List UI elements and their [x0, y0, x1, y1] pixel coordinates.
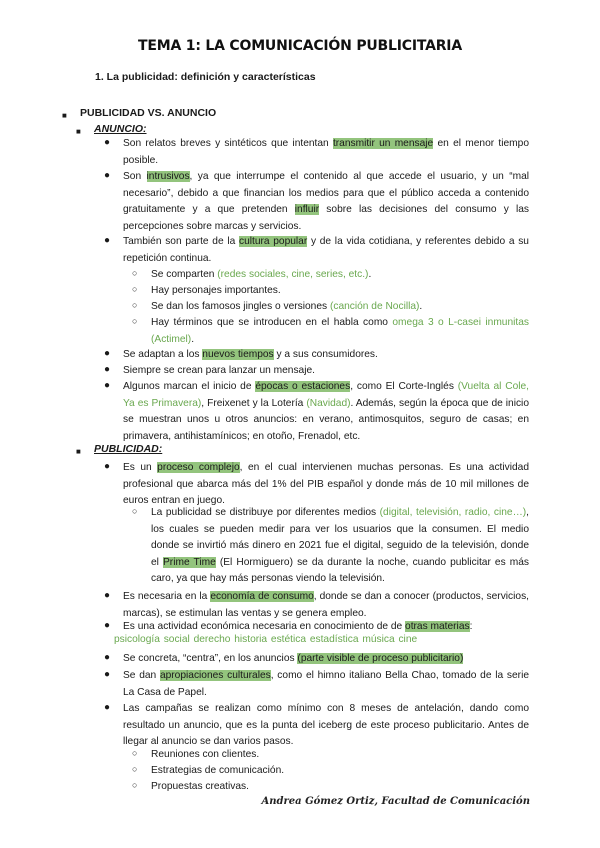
bullet-dot: ●	[104, 702, 111, 713]
list-item: También son parte de la cultura popular y de la vida cotidiana, y referentes debido a su repetición continua.	[123, 236, 529, 264]
bullet-dot: ●	[104, 170, 111, 181]
square-bullet: ■	[76, 447, 81, 456]
list-item: Es un proceso complejo, en el cual intervienen muchas personas. Es una actividad profesional que abarca más del 1% del PIB español y donde más de 10 mil millones de euros entran en juego.	[123, 462, 529, 507]
sub-list-item: Hay personajes importantes.	[151, 285, 281, 296]
list-item: Es necesaria en la economía de consumo, donde se dan a conocer (productos, servicios, marcas), se estimulan las ventas y se genera empleo.	[123, 591, 529, 619]
list-item: Algunos marcan el inicio de épocas o estaciones, como El Corte-Inglés (Vuelta al Cole, Ya es Primavera), Freixenet y la Lotería (Navidad). Además, según la época que de inicio se muestran unos u otros anuncios: en verano, antimosquitos, seguro de casas; en primavera, antihistamínicos; en otoño, Frenadol, etc.	[123, 381, 529, 442]
circle-bullet: ○	[132, 506, 138, 516]
list-item: Se concreta, “centra”, en los anuncios (parte visible de proceso publicitario)	[123, 653, 464, 664]
subjects-list: psicología social derecho historia estética estadística música cine	[114, 634, 418, 645]
heading-publicidad: PUBLICIDAD:	[94, 443, 163, 455]
square-bullet: ■	[76, 127, 81, 136]
page-title: TEMA 1: LA COMUNICACIÓN PUBLICITARIA	[138, 38, 462, 54]
sub-list-item: Se comparten (redes sociales, cine, series, etc.).	[151, 269, 372, 280]
circle-bullet: ○	[132, 780, 138, 790]
list-item: Son intrusivos, ya que interrumpe el contenido al que accede el usuario, y un “mal necesario”, debido a que financian los medios para que el público acceda a contenido gratuitamente y a que pretenden influir sobre las decisiones del consumo y las percepciones sobre marcas y servicios.	[123, 171, 529, 232]
circle-bullet: ○	[132, 268, 138, 278]
list-item: Las campañas se realizan como mínimo con 8 meses de antelación, dando como resultado un anuncio, que es la punta del iceberg de este proceso publicitario. Antes de llegar al anuncio se dan varios pasos.	[123, 703, 529, 748]
sub-list-item: Hay términos que se introducen en el habla como omega 3 o L-casei inmunitas (Actimel).	[151, 317, 529, 345]
list-item: Es una actividad económica necesaria en conocimiento de de otras materias:	[123, 621, 473, 632]
circle-bullet: ○	[132, 284, 138, 294]
bullet-dot: ●	[104, 669, 111, 680]
heading-publicidad-vs-anuncio: PUBLICIDAD VS. ANUNCIO	[80, 107, 217, 119]
section-heading: 1. La publicidad: definición y características	[95, 71, 316, 83]
circle-bullet: ○	[132, 316, 138, 326]
bullet-dot: ●	[104, 461, 111, 472]
list-item: Son relatos breves y sintéticos que intentan transmitir un mensaje en el menor tiempo posible.	[123, 138, 529, 166]
bullet-dot: ●	[104, 137, 111, 148]
square-bullet: ■	[62, 111, 67, 120]
bullet-dot: ●	[104, 380, 111, 391]
bullet-dot: ●	[104, 364, 111, 375]
list-item: Se dan apropiaciones culturales, como el himno italiano Bella Chao, tomado de la serie La Casa de Papel.	[123, 670, 529, 698]
bullet-dot: ●	[104, 590, 111, 601]
sub-list-item: Reuniones con clientes.	[151, 749, 260, 760]
bullet-dot: ●	[104, 235, 111, 246]
sub-list-item: Se dan los famosos jingles o versiones (canción de Nocilla).	[151, 301, 423, 312]
circle-bullet: ○	[132, 300, 138, 310]
circle-bullet: ○	[132, 764, 138, 774]
sub-list-item: La publicidad se distribuye por diferentes medios (digital, televisión, radio, cine…), los cuales se pueden medir para ver los usuarios que la consumen. El medio donde se invirtió más dinero en 2021 fue el digital, seguido de la televisión, donde el Prime Time (El Hormiguero) se da durante la noche, cuando publicitar es más caro, ya que hay más personas viendo la televisión.	[151, 507, 530, 585]
sub-list-item: Propuestas creativas.	[151, 781, 249, 792]
circle-bullet: ○	[132, 748, 138, 758]
sub-list-item: Estrategias de comunicación.	[151, 765, 285, 776]
list-item: Se adaptan a los nuevos tiempos y a sus consumidores.	[123, 349, 378, 360]
bullet-dot: ●	[104, 348, 111, 359]
author-footer: Andrea Gómez Ortiz, Facultad de Comunicación	[261, 796, 530, 807]
list-item: Siempre se crean para lanzar un mensaje.	[123, 365, 315, 376]
bullet-dot: ●	[104, 620, 111, 631]
heading-anuncio: ANUNCIO:	[94, 123, 147, 135]
bullet-dot: ●	[104, 652, 111, 663]
